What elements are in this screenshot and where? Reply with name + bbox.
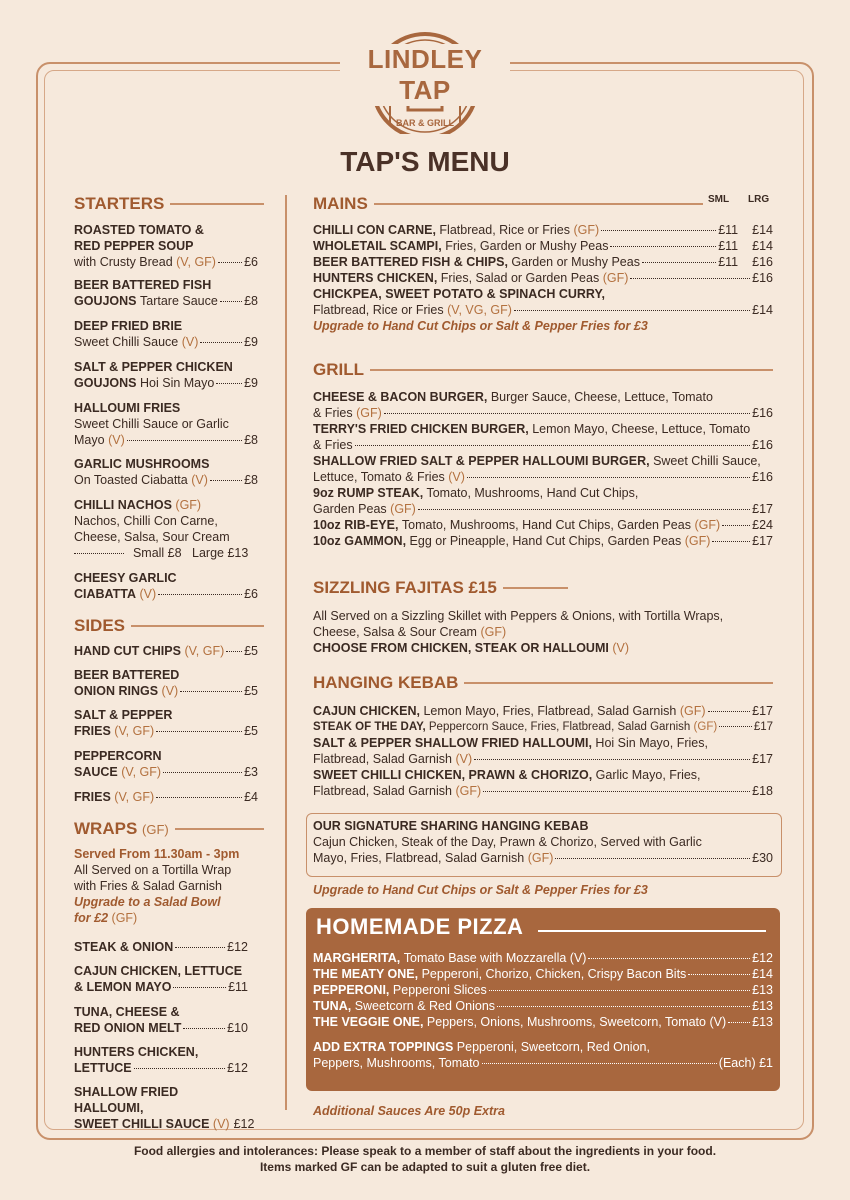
diet-tag: (GF) (573, 223, 600, 237)
menu-item (74, 456, 258, 488)
wraps-heading: WRAPS (74, 819, 138, 838)
item-desc: Garden or Mushy Peas (511, 255, 640, 269)
item-desc: On Toasted Ciabatta (74, 473, 188, 487)
item-price: £17 (753, 721, 773, 733)
item-name: MARGHERITA, (313, 951, 401, 965)
item-desc: Mayo, Fries, Flatbread, Salad Garnish (313, 851, 525, 865)
item-name: DEEP FRIED BRIE (74, 319, 183, 333)
kebab-list (313, 703, 773, 799)
item-name: PEPPERCORN (74, 749, 162, 763)
item-desc: Burger Sauce, Cheese, Lettuce, Tomato (490, 390, 713, 404)
item-name: SHALLOW FRIED HALLOUMI, (74, 1085, 179, 1115)
item-desc: Pepperoni, Sweetcorn, Red Onion, (456, 1040, 650, 1054)
item-name: FRIES (74, 724, 111, 738)
item-price: £17 (752, 752, 773, 766)
diet-tag: (V) (139, 587, 157, 601)
menu-item (74, 707, 258, 739)
item-desc: Egg or Pineapple, Hand Cut Chips, Garden Peas (409, 534, 682, 548)
item-desc: Peppers, Mushrooms, Tomato (313, 1056, 480, 1070)
item-price: £11 (718, 239, 739, 253)
diet-tag: (V) (612, 641, 629, 655)
upgrade-note: Upgrade to Hand Cut Chips or Salt & Pepper Fries for £3 (313, 883, 648, 897)
item-name: TUNA, CHEESE & (74, 1005, 180, 1019)
item-price: Large £13 (192, 546, 249, 560)
item-name: CIABATTA (74, 587, 137, 601)
diet-tag: (GF) (390, 502, 416, 516)
fajitas-heading: SIZZLING FAJITAS £15 (313, 578, 497, 597)
diet-tag: (V) (191, 473, 208, 487)
item-name: RED ONION MELT (74, 1021, 182, 1035)
item-desc: Nachos, Chilli Con Carne, (74, 514, 218, 528)
menu-item (74, 400, 258, 448)
column-divider (285, 195, 287, 1110)
item-price: £18 (752, 784, 773, 798)
brand-subtitle: BAR & GRILL (396, 118, 454, 128)
menu-item (74, 939, 248, 955)
item-name: CHILLI CON CARNE, (313, 223, 436, 237)
diet-tag: (GF) (455, 784, 482, 798)
item-price: £17 (752, 704, 773, 718)
sides-heading: SIDES (74, 616, 126, 635)
diet-tag: (GF) (111, 911, 138, 925)
item-desc: Garden Peas (313, 502, 387, 516)
menu-item (74, 667, 258, 699)
item-price: £14 (752, 223, 773, 237)
item-name: PEPPERONI, (313, 983, 390, 997)
diet-tag: (GF) (142, 822, 169, 837)
item-desc: with Crusty Bread (74, 255, 173, 269)
item-price: £13 (752, 1015, 773, 1029)
diet-tag: (V, VG, GF) (447, 303, 512, 317)
item-price: £8 (244, 294, 258, 308)
item-name: THE MEATY ONE, (313, 967, 419, 981)
diet-tag: (GF) (602, 271, 629, 285)
item-price: £4 (244, 790, 258, 804)
fajitas-info (313, 608, 775, 656)
col-lrg: LRG (748, 194, 770, 205)
item-desc: Pepperoni Slices (392, 983, 487, 997)
diet-tag: (V, GF) (114, 724, 155, 738)
menu-item (74, 222, 258, 270)
page-title: TAP'S MENU (340, 146, 510, 177)
item-desc: Lemon Mayo, Cheese, Lettuce, Tomato (532, 422, 751, 436)
item-price: £8 (244, 433, 258, 447)
item-name: CHEESE & BACON BURGER, (313, 390, 488, 404)
item-desc: Fries, Salad or Garden Peas (440, 271, 600, 285)
diet-tag: (V, GF) (121, 765, 162, 779)
wraps-header (74, 819, 264, 839)
item-name: HUNTERS CHICKEN, (74, 1045, 199, 1059)
diet-tag: (GF) (175, 498, 202, 512)
diet-tag: (GF) (480, 625, 507, 639)
sides-header (74, 616, 264, 636)
item-name: GARLIC MUSHROOMS (74, 457, 210, 471)
item-desc: Tomato Base with Mozzarella (V) (403, 951, 587, 965)
menu-item (74, 1044, 248, 1076)
item-desc: Tartare Sauce (140, 294, 218, 308)
item-price: £17 (752, 502, 773, 516)
allergy-footer (0, 1143, 850, 1175)
item-price: £9 (244, 335, 258, 349)
item-price: £11 (718, 223, 739, 237)
item-name: LETTUCE (74, 1061, 132, 1075)
item-price: £5 (244, 684, 258, 698)
item-desc: Flatbread, Rice or Fries (313, 303, 444, 317)
item-desc: with Fries & Salad Garnish (74, 879, 222, 893)
item-name: CAJUN CHICKEN, LETTUCE (74, 964, 243, 978)
starters-header (74, 194, 264, 214)
item-price: £24 (752, 518, 773, 532)
item-name: SALT & PEPPER CHICKEN (74, 360, 233, 374)
item-desc: Cheese, Salsa, Sour Cream (74, 530, 230, 544)
item-name: SWEET CHILLI SAUCE (74, 1117, 210, 1131)
item-name: HUNTERS CHICKEN, (313, 271, 438, 285)
item-name: RED PEPPER SOUP (74, 239, 194, 253)
item-desc: & Fries (313, 438, 353, 452)
item-price: £12 (227, 940, 248, 954)
item-price: £6 (244, 255, 258, 269)
item-price: £14 (752, 967, 773, 981)
footer-line: Food allergies and intolerances: Please speak to a member of staff about the ingredients in your food. (133, 1144, 717, 1158)
diet-tag: (V) (448, 470, 465, 484)
item-name: WHOLETAIL SCAMPI, (313, 239, 442, 253)
kebab-heading: HANGING KEBAB (313, 673, 459, 692)
item-name: TUNA, (313, 999, 352, 1013)
wraps-info (74, 846, 258, 926)
item-name: CHEESY GARLIC (74, 571, 177, 585)
item-desc: Garlic Mayo, Fries, (595, 768, 701, 782)
item-price: £16 (752, 406, 773, 420)
item-desc: Tomato, Mushrooms, Hand Cut Chips, (426, 486, 639, 500)
item-desc: Hoi Sin Mayo, Fries, (595, 736, 708, 750)
item-name: ADD EXTRA TOPPINGS (313, 1040, 454, 1054)
item-price: £30 (752, 851, 773, 865)
mains-header (313, 194, 703, 214)
pizza-heading: HOMEMADE PIZZA (316, 914, 524, 939)
item-price: £5 (244, 724, 258, 738)
item-price: £16 (752, 271, 773, 285)
item-price: £11 (718, 255, 739, 269)
grill-list (313, 389, 773, 549)
item-name: SAUCE (74, 765, 118, 779)
item-name: HAND CUT CHIPS (74, 644, 181, 658)
item-price: £16 (752, 438, 773, 452)
item-desc: Hoi Sin Mayo (140, 376, 215, 390)
item-price: £3 (244, 765, 258, 779)
fajitas-header (313, 578, 773, 598)
brand-logo (330, 14, 520, 134)
upgrade-note: for £2 (74, 911, 109, 925)
item-price: Small £8 (132, 546, 182, 560)
diet-tag: (V) (212, 1117, 230, 1131)
menu-item (74, 570, 258, 602)
item-name: SWEET CHILLI CHICKEN, PRAWN & CHORIZO, (313, 768, 593, 782)
item-name: CHICKPEA, SWEET POTATO & SPINACH CURRY, (313, 287, 605, 301)
signature-kebab (313, 818, 773, 866)
item-price: £16 (752, 255, 773, 269)
diet-tag: (GF) (527, 851, 554, 865)
diet-tag: (GF) (356, 406, 382, 420)
item-name: CHOOSE FROM CHICKEN, STEAK OR HALLOUMI (313, 641, 609, 655)
item-price: £12 (227, 1061, 248, 1075)
item-price: £17 (752, 534, 773, 548)
item-desc: Sweetcorn & Red Onions (354, 999, 496, 1013)
item-desc: Pepperoni, Chorizo, Chicken, Crispy Bacon Bits (421, 967, 687, 981)
item-desc: Tomato, Mushrooms, Hand Cut Chips, Garden Peas (401, 518, 691, 532)
menu-item (74, 359, 258, 391)
item-desc: All Served on a Tortilla Wrap (74, 863, 232, 877)
brand-name: LINDLEY TAP (340, 44, 510, 106)
menu-item (74, 1004, 248, 1036)
item-name: 10oz GAMMON, (313, 534, 407, 548)
item-name: 10oz RIB-EYE, (313, 518, 399, 532)
wraps-served: Served From 11.30am - 3pm (74, 847, 240, 861)
item-price: £8 (244, 473, 258, 487)
pizza-list (313, 950, 773, 1071)
diet-tag: (V) (108, 433, 125, 447)
item-name: STEAK OF THE DAY, (313, 721, 426, 733)
menu-item (74, 1084, 255, 1132)
item-desc: Flatbread, Rice or Fries (439, 223, 571, 237)
item-desc: & Fries (313, 406, 353, 420)
item-desc: Lettuce, Tomato & Fries (313, 470, 445, 484)
item-name: GOUJONS (74, 376, 137, 390)
item-desc: Sweet Chilli Sauce (74, 335, 179, 349)
item-desc: Mayo (74, 433, 105, 447)
mains-heading: MAINS (313, 194, 368, 213)
item-name: GOUJONS (74, 294, 137, 308)
item-desc: Cheese, Salsa & Sour Cream (313, 625, 477, 639)
item-name: FRIES (74, 790, 111, 804)
menu-item (74, 497, 258, 561)
item-name: OUR SIGNATURE SHARING HANGING KEBAB (313, 819, 589, 833)
item-desc: All Served on a Sizzling Skillet with Peppers & Onions, with Tortilla Wraps, (313, 609, 724, 623)
footer-line: Items marked GF can be adapted to suit a gluten free diet. (259, 1160, 591, 1174)
kebab-header (313, 673, 773, 693)
menu-item (313, 222, 773, 334)
item-price: £16 (752, 470, 773, 484)
diet-tag: (V) (161, 684, 179, 698)
diet-tag: (V) (455, 752, 473, 766)
item-price: £13 (752, 999, 773, 1013)
item-name: SALT & PEPPER (74, 708, 173, 722)
item-price: £12 (233, 1117, 255, 1131)
item-name: ONION RINGS (74, 684, 159, 698)
item-name: CHILLI NACHOS (74, 498, 172, 512)
item-price: £12 (752, 951, 773, 965)
item-desc: Peppercorn Sauce, Fries, Flatbread, Salad Garnish (428, 721, 691, 733)
diet-tag: (GF) (684, 534, 711, 548)
item-name: BEER BATTERED FISH & CHIPS, (313, 255, 508, 269)
item-desc: Fries, Garden or Mushy Peas (445, 239, 609, 253)
item-price: £14 (752, 303, 773, 317)
diet-tag: (V, GF) (184, 644, 225, 658)
item-price: (Each) £1 (718, 1056, 773, 1070)
item-desc: Flatbread, Salad Garnish (313, 784, 452, 798)
diet-tag: (GF) (694, 518, 721, 532)
menu-item (74, 277, 258, 309)
diet-tag: (V, GF) (176, 255, 216, 269)
item-name: 9oz RUMP STEAK, (313, 486, 424, 500)
item-price: £5 (244, 644, 258, 658)
menu-item (74, 963, 248, 995)
item-price: £9 (244, 376, 258, 390)
menu-item (74, 643, 258, 659)
item-name: ROASTED TOMATO & (74, 223, 204, 237)
item-desc: Flatbread, Salad Garnish (313, 752, 452, 766)
item-name: BEER BATTERED FISH (74, 278, 212, 292)
item-price: £14 (752, 239, 773, 253)
menu-item (74, 789, 258, 805)
item-name: SALT & PEPPER SHALLOW FRIED HALLOUMI, (313, 736, 592, 750)
upgrade-note: Upgrade to Hand Cut Chips or Salt & Pepper Fries for £3 (313, 319, 648, 333)
item-desc: Peppers, Onions, Mushrooms, Sweetcorn, Tomato (V) (426, 1015, 727, 1029)
upgrade-note: Upgrade to a Salad Bowl (74, 895, 221, 909)
item-price: £10 (227, 1021, 248, 1035)
item-name: TERRY'S FRIED CHICKEN BURGER, (313, 422, 529, 436)
grill-header (313, 360, 773, 380)
item-desc: Sweet Chilli Sauce or Garlic (74, 417, 229, 431)
item-name: HALLOUMI FRIES (74, 401, 181, 415)
menu-item (74, 318, 258, 350)
item-desc: Cajun Chicken, Steak of the Day, Prawn & Chorizo, Served with Garlic (313, 835, 702, 849)
menu-item (74, 748, 258, 780)
item-name: & LEMON MAYO (74, 980, 172, 994)
item-name: BEER BATTERED (74, 668, 180, 682)
item-desc: Lemon Mayo, Fries, Flatbread, Salad Garnish (423, 704, 677, 718)
item-price: £11 (228, 980, 248, 994)
diet-tag: (V) (181, 335, 199, 349)
item-price: £6 (244, 587, 258, 601)
sauces-note: Additional Sauces Are 50p Extra (313, 1104, 505, 1118)
diet-tag: (GF) (679, 704, 706, 718)
item-desc: Sweet Chilli Sauce, (653, 454, 761, 468)
item-name: STEAK & ONION (74, 940, 174, 954)
item-name: THE VEGGIE ONE, (313, 1015, 424, 1029)
item-price: £13 (752, 983, 773, 997)
starters-heading: STARTERS (74, 194, 165, 213)
diet-tag: (GF) (693, 721, 718, 733)
grill-heading: GRILL (313, 360, 364, 379)
item-name: SHALLOW FRIED SALT & PEPPER HALLOUMI BURGER, (313, 454, 650, 468)
diet-tag: (V, GF) (114, 790, 155, 804)
col-sml: SML (708, 194, 730, 205)
item-name: CAJUN CHICKEN, (313, 704, 420, 718)
